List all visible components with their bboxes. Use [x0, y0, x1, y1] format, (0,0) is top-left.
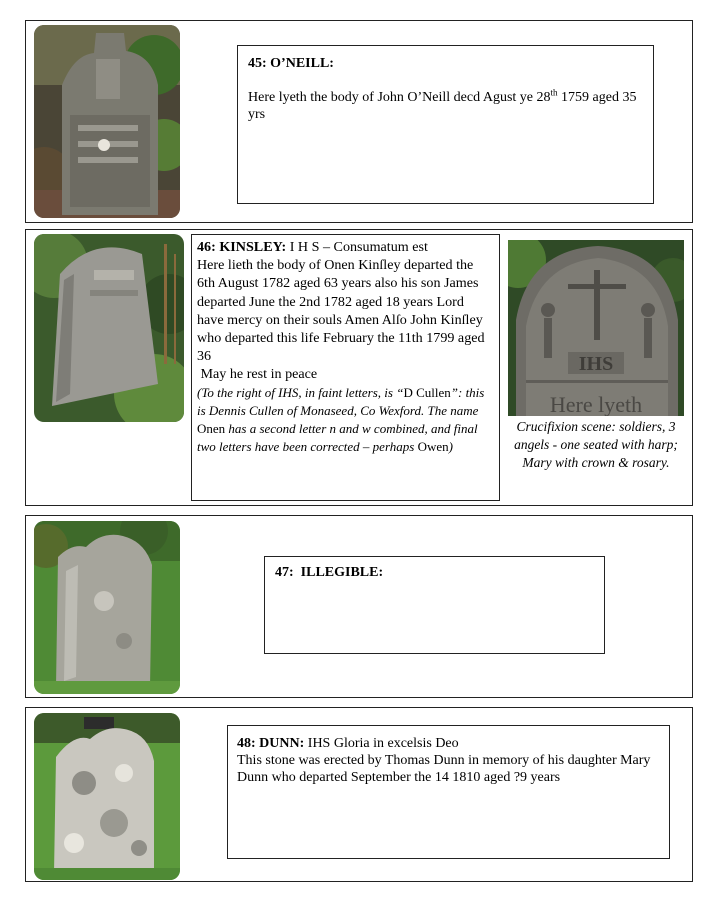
entry-heading-48: [237, 735, 660, 752]
entry-47: [25, 515, 693, 698]
inscription-text-48: This stone was erected by Thomas Dunn in memory of his daughter Mary Dunn who departed September the 14 1810 aged ?9 years: [237, 753, 651, 785]
entry-heading-46: [197, 238, 494, 256]
inscription-box-48: [227, 725, 670, 859]
transcriber-note-46: (To the right of IHS, in faint letters, is “D Cullen”: this is Dennis Cullen of Monaseed, Co Wexford. The name Onen has a second letter n and w combined, and final two letters have been corrected – perhaps Owen): [197, 384, 485, 454]
crucifixion-carving-photo-46: [508, 240, 684, 416]
photo-caption-46: Crucifixion scene: soldiers, 3 angels - one seated with harp; Mary with crown & rosary.: [514, 419, 678, 470]
inscription-closing-46: May he rest in peace: [197, 366, 318, 383]
carving-ihs-text: IHS: [578, 353, 614, 375]
entry-surname: DUNN:: [259, 736, 305, 751]
inscription-box-47: [264, 556, 605, 654]
inscription-text-46: Here lieth the body of Onen Kinſley departed the 6th August 1782 aged 63 years also his son James departed June the 2nd 1782 aged 18 years Lord have mercy on their souls Amen Alſo John Kinſley who departed this life February the 11th 1799 aged 36: [197, 257, 485, 365]
carving-lower-text: Here lyeth: [549, 392, 643, 416]
inscription-text-45: Here lyeth the body of John O’Neill decd Agust ye 28th 1759 aged 35 yrs: [248, 87, 637, 122]
entry-number: 47:: [275, 565, 294, 580]
heading-text: I H S – Consumatum est: [286, 239, 428, 255]
entry-number: 45:: [248, 56, 267, 71]
gravestone-photo-47: [34, 521, 180, 694]
entry-heading-45: [248, 55, 643, 72]
entry-number: 48:: [237, 736, 256, 751]
entry-48: [25, 707, 693, 882]
entry-surname: O’NEILL:: [270, 56, 334, 71]
gravestone-photo-46: [34, 234, 184, 422]
gravestone-photo-48: [34, 713, 180, 880]
heading-text: IHS Gloria in excelsis Deo: [304, 736, 459, 751]
entry-45: [25, 20, 693, 223]
entry-surname: KINSLEY:: [219, 239, 287, 255]
entry-heading-47: [275, 564, 594, 581]
gravestone-photo-45: [34, 25, 180, 218]
entry-46: [25, 229, 693, 506]
inscription-box-46: [191, 234, 500, 501]
entry-number: 46:: [197, 239, 216, 255]
entry-surname: ILLEGIBLE:: [300, 565, 384, 580]
inscription-box-45: [237, 45, 654, 204]
